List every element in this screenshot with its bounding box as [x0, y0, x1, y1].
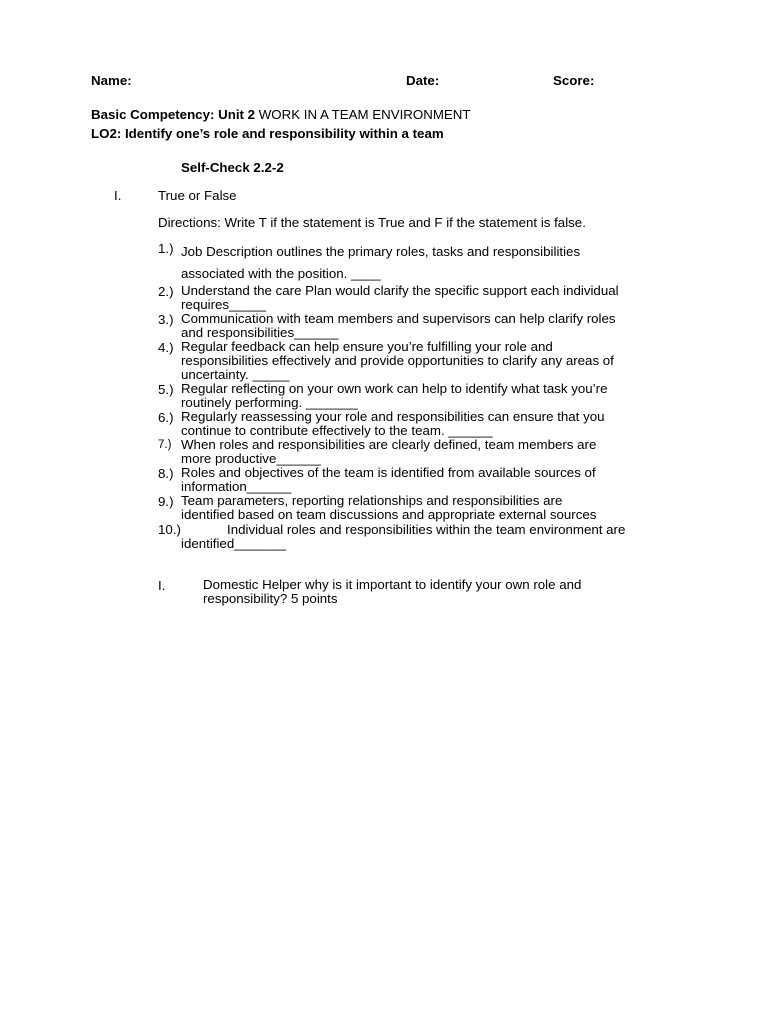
section2-numeral: I. [158, 578, 166, 593]
question-line: responsibility? 5 points [203, 591, 338, 606]
item-line: Communication with team members and supervisors can help clarify roles [181, 311, 616, 326]
list-item [181, 241, 580, 285]
item-number: 8.) [158, 466, 174, 481]
directions: Directions: Write T if the statement is True and F if the statement is false. [158, 215, 586, 230]
item-line: Regularly reassessing your role and responsibilities can ensure that you [181, 409, 605, 424]
list-item [181, 340, 614, 382]
item-line: When roles and responsibilities are clearly defined, team members are [181, 437, 597, 452]
score-label: Score: [553, 73, 595, 88]
item-line: associated with the position. ____ [181, 266, 381, 281]
item-number: 10.) [158, 522, 181, 537]
item-line: continue to contribute effectively to the team. ______ [181, 423, 493, 438]
date-label: Date: [406, 73, 440, 88]
list-item [181, 410, 605, 438]
section-numeral: I. [114, 188, 122, 203]
item-line: uncertainty. _____ [181, 367, 290, 382]
item-line: responsibilities effectively and provide opportunities to clarify any areas of [181, 353, 614, 368]
item-line: identified based on team discussions and appropriate external sources [181, 507, 597, 522]
item-number: 7.) [158, 439, 172, 451]
item-number: 5.) [158, 382, 174, 397]
item-line: Job Description outlines the primary roles, tasks and responsibilities [181, 244, 581, 259]
item-number: 4.) [158, 340, 174, 355]
item-line: Regular feedback can help ensure you’re fulfilling your role and [181, 339, 553, 354]
essay-question [203, 578, 581, 606]
item-line: Regular reflecting on your own work can help to identify what task you’re [181, 381, 608, 396]
learning-outcome: LO2: Identify one’s role and responsibility within a team [91, 126, 444, 141]
item-number: 3.) [158, 312, 174, 327]
item-line: Understand the care Plan would clarify the specific support each individual [181, 283, 619, 298]
item-line: information______ [181, 479, 292, 494]
item-line: and responsibilities______ [181, 325, 339, 340]
competency-prefix: Basic Competency: Unit 2 [91, 107, 259, 122]
list-item [181, 382, 607, 410]
item-line: more productive______ [181, 451, 321, 466]
item-line: Individual roles and responsibilities within the team environment are [227, 522, 626, 537]
item-line: Roles and objectives of the team is identified from available sources of [181, 465, 596, 480]
list-item [181, 284, 619, 312]
item-line: requires_____ [181, 297, 267, 312]
list-item [181, 312, 616, 340]
question-line: Domestic Helper why is it important to identify your own role and [203, 577, 582, 592]
competency-heading [91, 107, 471, 122]
competency-title: WORK IN A TEAM ENVIRONMENT [258, 107, 471, 122]
item-line: Team parameters, reporting relationships and responsibilities are [181, 493, 563, 508]
item-number: 2.) [158, 284, 174, 299]
list-item [181, 494, 596, 522]
name-label: Name: [91, 73, 132, 88]
item-number: 9.) [158, 494, 174, 509]
list-item [181, 438, 596, 466]
section-title: True or False [158, 188, 237, 203]
item-number: 6.) [158, 410, 174, 425]
list-item [181, 466, 596, 494]
item-number: 1.) [158, 241, 174, 256]
item-line: identified_______ [181, 536, 286, 551]
item-line: routinely performing. _______ [181, 395, 358, 410]
self-check-title: Self-Check 2.2-2 [181, 160, 284, 175]
